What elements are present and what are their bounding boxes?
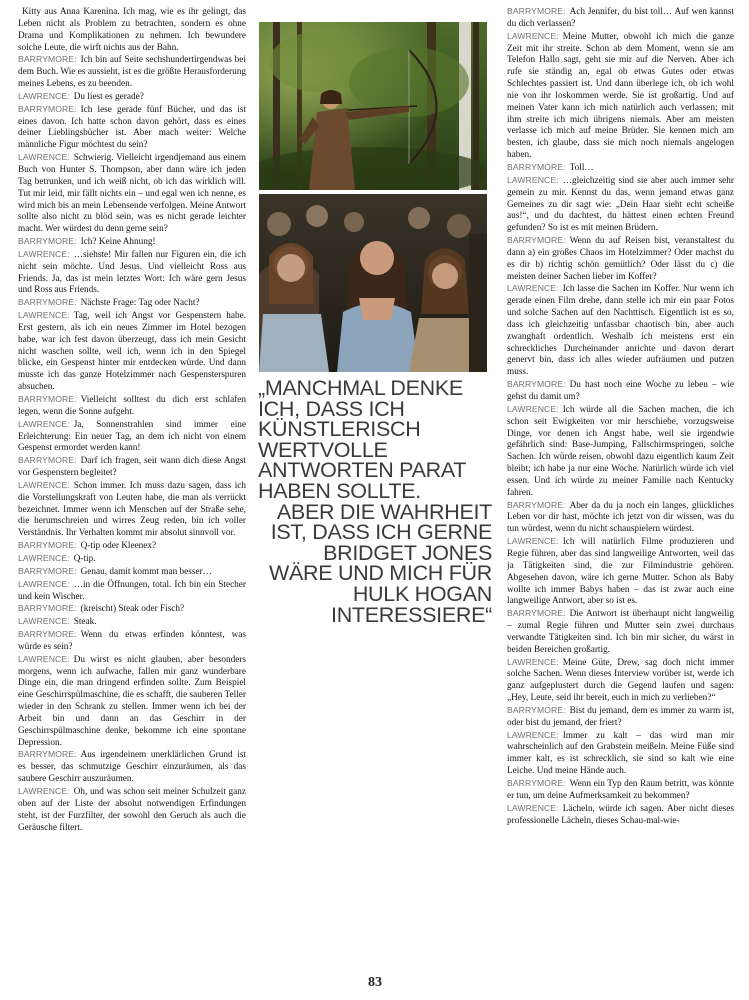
speaker-label: BARRYMORE: <box>507 379 566 390</box>
paragraph <box>507 500 734 537</box>
paragraph <box>18 236 246 249</box>
paragraph-text: …in die Öffnungen, total. Ich bin ein Stecher und kein Wischer. <box>18 579 246 602</box>
speaker-label: BARRYMORE: <box>507 235 566 246</box>
paragraph-text: Du wirst es nicht glauben, aber besonders morgens, wenn ich aufwache, fallen mir ganz wunderbare Dinge ein, die man dringend erfinden sollte. Zum Beispiel eine Geschirrspülmaschine, die es schafft, die sauberen Teller wieder in den Schrank zu stellen. Immer wenn ich bei der Arbeit bin und dann an das Geschirr in der Geschirrspülmaschine denke, bekomme ich eine spontane Depression. <box>18 654 246 748</box>
speaker-label: LAWRENCE: <box>18 653 70 664</box>
paragraph-text: Immer zu kalt – das wird man mir wahrscheinlich auf den Grabstein meißeln. Meine Füße sind immer kalt, es ist schrecklich, sie sind so kalt wie eine Leiche. Und meine Hände auch. <box>507 730 734 777</box>
archer-in-forest-photo <box>259 22 487 190</box>
paragraph-text: Lächeln, würde ich sagen. Aber nicht dieses professionelle Lächeln, dieses Schau-mal-wie- <box>507 803 734 826</box>
paragraph-text: Nächste Frage: Tag oder Nacht? <box>80 298 200 309</box>
paragraph-text: Ich bin auf Seite sechshundertirgendwas bei dem Buch. Wie es aussieht, ist es die größte Herausforderung meines Lebens, es zu beenden. <box>18 55 246 90</box>
speaker-label: BARRYMORE: <box>18 749 77 760</box>
paragraph <box>18 54 246 91</box>
speaker-label: BARRYMORE: <box>507 6 566 16</box>
paragraph-text: (kreischt) Steak oder Fisch? <box>80 604 185 615</box>
paragraph-text: Tag, weil ich Angst vor Gespenstern habe. Erst gestern, als ich ein neues Zimmer im Hotel bezogen habe, war ich fest davon überzeugt, dass ich mein Gesicht nicht waschen sollte, weil ich, wenn ich in den Spiegel blicke, ein Gespenst hinter mir entdecken würde. Und dann musste ich das ganze Hotelzimmer nach Gespensterspuren absuchen. <box>18 311 246 393</box>
speaker-label: LAWRENCE: <box>18 310 70 321</box>
paragraph <box>507 235 734 283</box>
paragraph-text: Ich? Keine Ahnung! <box>80 237 156 248</box>
paragraph <box>18 480 246 540</box>
paragraph-text: Ich würde all die Sachen machen, die ich schon seit Ewigkeiten vor mir herschiebe, vorzugsweise Dinge, vor denen ich Angst habe, weil sie irgendwie gefährlich sind: Base-Jumping, Fallschirmspringen, solche Sachen. Ich würde reisen, obwohl dazu eigentlich kaum Zeit bleibt; ich habe ja nur eine Woche. Natürlich würde ich viel essen. Und ich würde zu meiner Familie nach Kentucky fahren. <box>507 404 734 498</box>
speaker-label: BARRYMORE: <box>18 629 77 640</box>
paragraph <box>18 249 246 297</box>
paragraph <box>507 6 734 31</box>
paragraph <box>18 310 246 394</box>
paragraph-text: Darf ich fragen, seit wann dich diese Angst vor Gespenstern begleitet? <box>18 456 246 479</box>
paragraph <box>18 540 246 553</box>
speaker-label: LAWRENCE: <box>18 552 70 563</box>
paragraph-text: Aus irgendeinem unerklärlichen Grund ist es besser, das schmutzige Geschirr einzuräumen, als das saubere Geschirr auszuräumen. <box>18 750 246 785</box>
paragraph <box>507 31 734 162</box>
paragraph-text: …siehste! Mir fallen nur Figuren ein, die ich nicht sein möchte. Und Jesus. Und vielleicht Ross aus Friends. Ja, das ist mein letztes Wort: Ich wäre gern Jesus und Ross aus Friends. <box>18 249 246 296</box>
speaker-label: LAWRENCE: <box>507 403 559 414</box>
speaker-label: LAWRENCE: <box>507 174 559 185</box>
paragraph-text: Genau, damit kommt man besser… <box>80 566 212 577</box>
paragraph-text: Vielleicht solltest du dich erst schlafen legen, wenn die Sonne aufgeht. <box>18 395 246 417</box>
speaker-label: LAWRENCE: <box>507 729 559 740</box>
page-number: 83 <box>368 975 382 990</box>
paragraph <box>18 419 246 456</box>
pull-quote-part-2: ABER DIE WAHRHEIT IST, DASS ICH GERNE BRIDGET JONES WÄRE UND MICH FÜR HULK HOGAN INTERESSIERE“ <box>268 499 492 627</box>
speaker-label: LAWRENCE: <box>507 802 559 813</box>
paragraph <box>507 705 734 730</box>
paragraph-text: Q-tip oder Kleenex? <box>80 541 157 552</box>
paragraph <box>18 104 246 152</box>
paragraph-text: Ich lese gerade fünf Bücher, und das ist eines davon. Ich hatte schon davon gehört, dass es eines deiner Lieblingsbücher ist. Aber mach weiter: Welche männliche Figur möchtest du sein? <box>18 104 246 151</box>
paragraph-text: Toll… <box>569 162 594 173</box>
paragraph <box>507 657 734 705</box>
speaker-label: BARRYMORE: <box>18 297 77 308</box>
speaker-label: LAWRENCE: <box>18 248 70 259</box>
speaker-label: LAWRENCE: <box>18 786 70 796</box>
speaker-label: LAWRENCE: <box>507 536 559 547</box>
paragraph-text: Du hast noch eine Woche zu leben – wie gehst du damit um? <box>507 380 734 402</box>
paragraph-text: Bist du jemand, dem es immer zu warm ist, oder bist du jemand, der friert? <box>507 705 734 728</box>
speaker-label: BARRYMORE: <box>18 455 77 466</box>
paragraph <box>18 297 246 310</box>
speaker-label: BARRYMORE: <box>18 54 77 65</box>
paragraph <box>18 394 246 419</box>
pull-quote <box>258 378 498 625</box>
paragraph-text: Ach Jennifer, du bist toll… Auf wen kannst du dich verlassen? <box>507 7 734 29</box>
speaker-label: LAWRENCE: <box>507 30 559 41</box>
paragraph <box>507 608 734 656</box>
paragraph <box>507 803 734 828</box>
paragraph-text: Ich lasse die Sachen im Koffer. Nur wenn ich gerade einen Film drehe, dann stelle ich mir ein paar Fotos und solche Sachen auf den Nachttisch. Eigentlich ist es so, dass ich gleichzeitig unfassbar chaotisch bin, aber auch zwanghaft ordentlich. Weshalb ich meistens erst ein schreckliches Durcheinander anrichte und davon derart genervt bin, dass ich alles wieder aufräumen und putzen muss. <box>507 284 734 378</box>
paragraph <box>18 616 246 629</box>
paragraph <box>18 749 246 786</box>
paragraph-text: …gleichzeitig sind sie aber auch immer sehr gemein zu mir. Kennst du das, wenn jemand etwas ganz Gemeines zu dir sagt wie: „Dein Haar sieht echt scheiße aus!“, und du dachtest, du hättest einen echten Freund gefunden? So ist es mit meinen Brüdern. <box>507 175 734 234</box>
speaker-label: BARRYMORE: <box>18 236 77 247</box>
paragraph-text: Ich will natürlich Filme produzieren und Regie führen, aber das sind langweilige Antworten, weil das ja Tätigkeiten sind, die zur Filmindustrie gehören. Abgesehen davon, wäre ich gerne Mutter. Schon als Baby wollte ich immer Babys haben – das ist zwar auch eine langweilige Antwort, aber so ist es. <box>507 537 734 607</box>
paragraph <box>18 603 246 616</box>
paragraph <box>507 536 734 608</box>
speaker-label: LAWRENCE: <box>18 578 70 589</box>
left-text-column <box>18 6 246 961</box>
paragraph-text: Wenn du etwas erfinden könntest, was würde es sein? <box>18 630 246 652</box>
paragraph-text: Kitty aus Anna Karenina. Ich mag, wie es ihr gelingt, das Leben nicht als Problem zu betrachten, sondern es ohne Drama und Komplikationen zu nehmen. Ich bewundere solche Leute, die wirft nichts aus der Bahn. <box>18 7 246 53</box>
paragraph-text: Steak. <box>73 617 97 628</box>
paragraph-text: Schwierig. Vielleicht irgendjemand aus einem Buch von Hunter S. Thompson, aber dann wäre ich jeden Tag betrunken, und ich weiß nicht, ob ich das wirklich will. Tut mir leid, mir fällt nichts ein – und egal wen ich nenne, es wird mich bis an mein Lebensende verfolgen. Meine Antwort sollte also nicht zu blöd sein, was es nicht gerade leichter macht. Wer würdest du denn gerne sein? <box>18 153 246 235</box>
paragraph <box>18 152 246 236</box>
speaker-label: LAWRENCE: <box>18 90 70 101</box>
paragraph-text: Schon immer. Ich muss dazu sagen, dass ich die Vorstellungskraft von Leuten habe, die man als verrückt bezeichnet. Immer wenn ich Menschen auf der Straße sehe, die herumschreien und wirres Zeug reden, bin ich voller Verständnis. Ihr Verhalten kommt mir absolut sinnvoll vor. <box>18 480 246 539</box>
crowd-photo <box>259 194 487 372</box>
paragraph <box>18 629 246 654</box>
speaker-label: LAWRENCE: <box>18 479 70 490</box>
paragraph <box>18 553 246 566</box>
paragraph-text: Meine Güte, Drew, sag doch nicht immer solche Sachen. Wenn dieses Interview vorüber ist, werde ich ganz aufgeplustert durch die Gegend laufen und sagen: „Hey, Leute, seid ihr bereit, euch in mich zu verlieben?“ <box>507 657 734 704</box>
speaker-label: BARRYMORE: <box>507 778 566 788</box>
paragraph <box>18 654 246 750</box>
speaker-label: LAWRENCE: <box>18 616 70 627</box>
speaker-label: BARRYMORE: <box>18 394 77 404</box>
paragraph-text: Die Antwort ist überhaupt nicht langweilig – zumal Regie führen und Mutter sein zwei durchaus verwandte Tätigkeiten sind. Ich bin mir sicher, du wärst in beiden Bereichen großartig. <box>507 609 734 655</box>
paragraph-text: Meine Mutter, obwohl ich mich die ganze Zeit mit ihr streite. Schon ab dem Moment, wenn sie am Telefon Hallo sagt, geht sie mir auf die Nerven. Aber ich rufe sie ständig an, egal ob etwas Gutes oder etwas Schlechtes passiert ist. Und dann überlege ich, ob ich wohl nie von ihr loskommen werde. Sie ist großartig. Und auf meinen Vater kann ich mich natürlich auch verlassen; mit ihm streite ich mich übrigens niemals. Aber am meisten verlasse ich mich auf meine Brüder. Sie kennen mich am besten, ich glaube, dass sie mich noch niemals angelogen haben. <box>507 31 734 161</box>
paragraph <box>507 175 734 235</box>
speaker-label: LAWRENCE: <box>507 656 559 667</box>
photo-panel <box>259 22 487 372</box>
paragraph <box>18 579 246 604</box>
speaker-label: LAWRENCE: <box>18 152 70 163</box>
paragraph-text: Aber da du ja noch ein langes, glückliches Leben vor dir hast, möchte ich jetzt von dir wissen, was du tun würdest, wenn du nicht schauspielern würdest. <box>507 500 734 535</box>
paragraph <box>507 778 734 803</box>
paragraph <box>507 404 734 500</box>
speaker-label: BARRYMORE: <box>507 161 566 172</box>
paragraph <box>507 162 734 175</box>
paragraph <box>507 730 734 778</box>
paragraph <box>18 566 246 579</box>
speaker-label: BARRYMORE: <box>18 565 77 576</box>
paragraph-text: Du liest es gerade? <box>73 91 144 102</box>
speaker-label: BARRYMORE: <box>18 540 77 551</box>
paragraph-text: Wenn ein Typ den Raum betritt, was könnte er tun, um deine Aufmerksamkeit zu bekommen? <box>507 779 734 801</box>
right-text-column <box>507 6 734 961</box>
speaker-label: LAWRENCE: <box>18 418 70 429</box>
paragraph-text: Ja, Sonnenstrahlen sind immer eine Erleichterung: Ein neuer Tag, an dem ich nicht von einem Gespenst ermordet werden kann! <box>18 419 246 454</box>
paragraph-text: Oh, und was schon seit meiner Schulzeit ganz oben auf der Liste der absolut notwendigen Erfindungen steht, ist der Furzfilter, der sowohl den Geruch als auch die Geräusche filtert. <box>18 787 246 833</box>
speaker-label: BARRYMORE: <box>18 103 77 114</box>
speaker-label: BARRYMORE: <box>507 499 566 510</box>
paragraph <box>18 91 246 104</box>
speaker-label: BARRYMORE: <box>18 603 77 614</box>
speaker-label: BARRYMORE: <box>507 704 566 715</box>
paragraph <box>18 6 246 54</box>
paragraph <box>507 379 734 404</box>
speaker-label: LAWRENCE: <box>507 283 559 294</box>
pull-quote-part-1: „MANCHMAL DENKE ICH, DASS ICH KÜNSTLERISCH WERTVOLLE ANTWORTEN PARAT HABEN SOLLTE. <box>258 376 466 503</box>
paragraph <box>18 786 246 834</box>
paragraph <box>507 283 734 379</box>
paragraph-text: Q-tip. <box>73 553 96 564</box>
paragraph <box>18 455 246 480</box>
paragraph-text: Wenn du auf Reisen bist, veranstaltest du dann a) ein großes Chaos im Hotelzimmer? Oder machst du es dir b) richtig schön gemütlich? Oder lässt du c) die meisten deiner Sachen lieber im Koffer? <box>507 236 734 282</box>
speaker-label: BARRYMORE: <box>507 608 566 619</box>
